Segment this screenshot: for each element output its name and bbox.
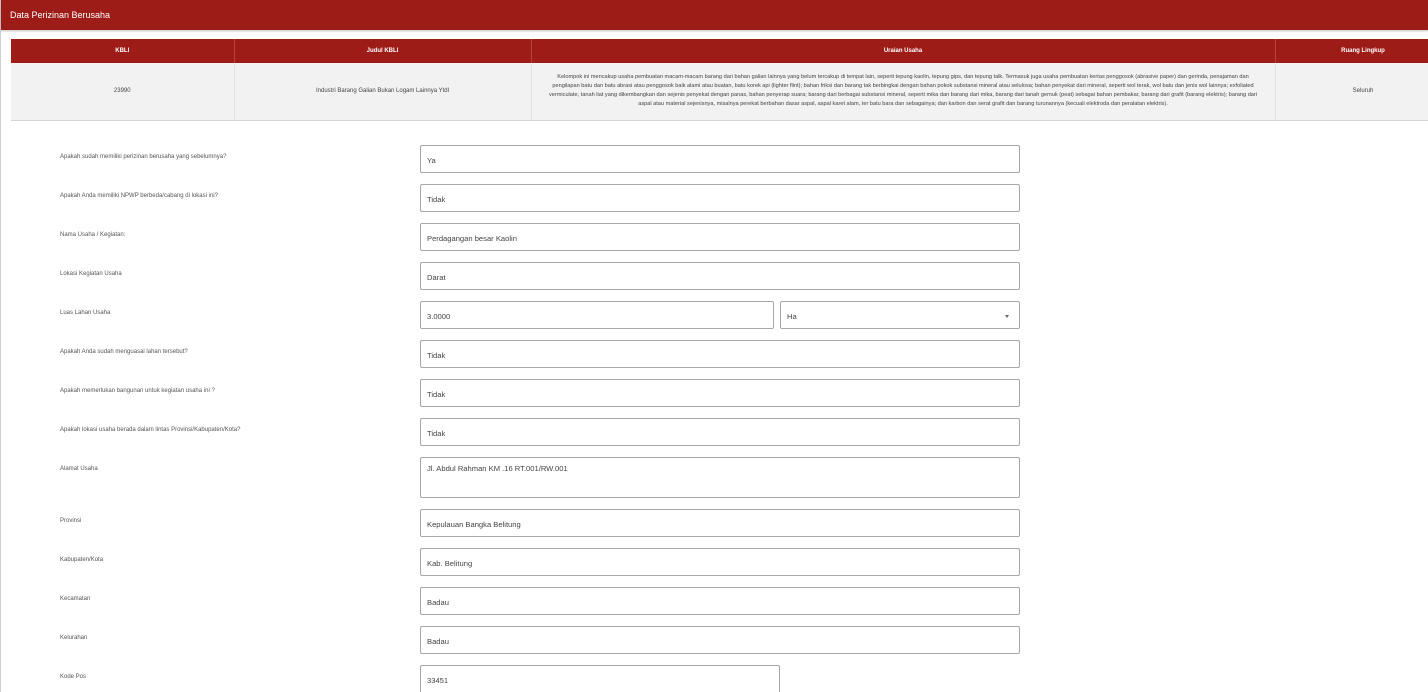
label-nama-usaha: Nama Usaha / Kegiatan: <box>60 232 126 238</box>
kabupaten-field[interactable]: Kab. Belitung <box>420 548 1020 576</box>
alamat-textarea[interactable]: Jl. Abdul Rahman KM .16 RT.001/RW.001 <box>420 457 1020 498</box>
label-perizinan: Apakah sudah memiliki perizinan berusaha yang sebelumnya? <box>60 154 227 160</box>
label-bangunan: Apakah memerlukan bangunan untuk kegiatan usaha ini ? <box>60 388 215 394</box>
cell-ruang-lingkup: Seluruh <box>1275 63 1428 120</box>
npwp-cabang-field[interactable]: Tidak <box>420 184 1020 212</box>
kbli-table <box>11 39 1428 121</box>
column-header-judul: Judul KBLI <box>234 39 531 63</box>
column-header-uraian: Uraian Usaha <box>531 39 1275 63</box>
nama-usaha-field[interactable]: Perdagangan besar Kaolin <box>420 223 1020 251</box>
unit-select-value: Ha <box>787 312 797 321</box>
cell-uraian: Kelompok ini mencakup usaha pembuatan macam-macam barang dari bahan galian lainnya yang belum tercakup di tempat lain, seperti tepung kaolin, tepung gips, dan tepung talk. Termasuk juga usaha pembuatan kertas penggosok (abrasive paper) dan gerinda, penajaman dan pengilapan batu dan batu abrasi atau penggosok baik alami atau buatan, batu korek api (lighter flint); bahan friksi dan barang tak berbingkai dengan bahan pokok substansi mineral atau selulosa; bahan penyekat dari mineral, seperti wol terak, wol batu dan jenis wol lainnya; exfoliated vermiculate, tanah liat yang dikembangkan dan sejenis penyekat dengan panas, bahan penyerap suara; barang dari berbagai substansi mineral, seperti mika dan barang dari mika, barang dari tanah gemuk (peat) sebagai bahan pembakar, barang dari grafit (barang elektris); barang dari aspal atau material sejenisnya, misalnya perekat berbahan dasar aspal, aspal karet alam, ter batu bara dan sebagainya; dan karbon dan serat grafit dan barang turunannya (kecuali elektroda dan peralatan elektris). <box>531 63 1275 120</box>
label-alamat: Alamat Usaha <box>60 466 98 472</box>
label-kode-pos: Kode Pos <box>60 674 87 680</box>
label-lintas-wilayah: Apakah lokasi usaha berada dalam lintas Provinsi/Kabupaten/Kota? <box>60 427 241 433</box>
kecamatan-field[interactable]: Badau <box>420 587 1020 615</box>
bangunan-field[interactable]: Tidak <box>420 379 1020 407</box>
section-title: Data Perizinan Berusaha <box>10 10 111 20</box>
column-header-ruang-lingkup: Ruang Lingkup <box>1275 39 1428 63</box>
luas-lahan-unit-select[interactable] <box>780 301 1020 329</box>
label-kelurahan: Kelurahan <box>60 635 88 641</box>
luas-lahan-field[interactable]: 3.0000 <box>420 301 774 329</box>
kelurahan-field[interactable]: Badau <box>420 626 1020 654</box>
label-npwp: Apakah Anda memiliki NPWP berbeda/cabang di lokasi ini? <box>60 193 218 199</box>
perizinan-sebelumnya-field[interactable]: Ya <box>420 145 1020 173</box>
kode-pos-field[interactable]: 33451 <box>420 665 780 692</box>
label-lokasi: Lokasi Kegiatan Usaha <box>60 271 122 277</box>
chevron-down-icon <box>1005 315 1009 318</box>
cell-kbli: 23990 <box>11 63 234 120</box>
lokasi-kegiatan-field[interactable]: Darat <box>420 262 1020 290</box>
lintas-wilayah-field[interactable]: Tidak <box>420 418 1020 446</box>
label-luas-lahan: Luas Lahan Usaha <box>60 310 111 316</box>
table-row <box>11 63 1428 120</box>
table-header-row <box>11 39 1428 63</box>
cell-judul: Industri Barang Galian Bukan Logam Lainnya Ytdl <box>234 63 531 120</box>
section-header <box>1 0 1428 30</box>
menguasai-lahan-field[interactable]: Tidak <box>420 340 1020 368</box>
label-provinsi: Provinsi <box>60 518 82 524</box>
label-kabupaten: Kabupaten/Kota <box>60 557 104 563</box>
column-header-kbli: KBLI <box>11 39 234 63</box>
provinsi-field[interactable]: Kepulauan Bangka Belitung <box>420 509 1020 537</box>
label-menguasai-lahan: Apakah Anda sudah menguasai lahan tersebut? <box>60 349 188 355</box>
label-kecamatan: Kecamatan <box>60 596 91 602</box>
